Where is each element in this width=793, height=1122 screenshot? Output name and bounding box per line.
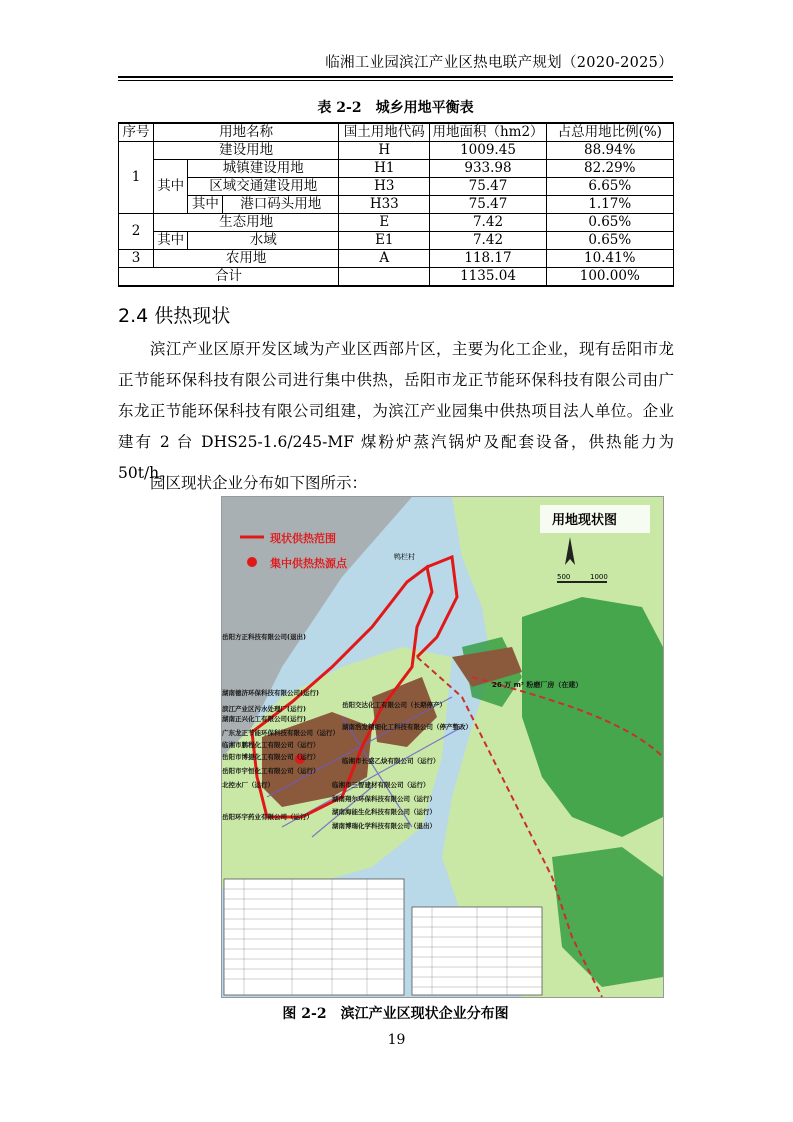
table-row — [119, 214, 674, 232]
project-label: 26 万 m³ 粉磨厂房（在建） — [492, 681, 583, 689]
company-label: 岳阳环宇药业有限公司（运行） — [222, 813, 313, 821]
map-place-label: 鸭栏村 — [394, 553, 415, 561]
company-label: 临湘市鹏程化工有限公司（运行） — [222, 741, 320, 749]
cell-code: E — [339, 214, 430, 232]
col-header-area: 用地面积（hm2） — [430, 123, 546, 142]
company-label: 滨江产业区污水处理厂(运行) — [222, 705, 306, 713]
land-use-map — [222, 497, 663, 997]
cell-code: H3 — [339, 178, 430, 196]
col-header-seq: 序号 — [119, 123, 154, 142]
cell-seq: 2 — [119, 214, 154, 250]
company-label: 湖南海能生化科技有限公司（运行） — [332, 808, 436, 816]
cell-area: 7.42 — [430, 214, 546, 232]
body-paragraph: 园区现状企业分布如下图所示： — [150, 474, 368, 492]
table-row — [119, 142, 674, 160]
cell-ratio: 0.65% — [546, 214, 673, 232]
land-use-map-figure — [221, 496, 664, 998]
cell-ratio: 6.65% — [546, 178, 673, 196]
company-label: 广东龙正节能环保科技有限公司（运行） — [222, 729, 339, 737]
legend-source-label: 集中供热热源点 — [270, 557, 347, 570]
section-title: 2.4 供热现状 — [118, 305, 231, 327]
table-caption: 表 2-2 城乡用地平衡表 — [317, 100, 474, 116]
table-row — [119, 160, 674, 178]
cell-sub-qizhong: 其中 — [188, 196, 223, 214]
scale-label: 500 — [557, 573, 571, 581]
cell-land-type: 农用地 — [154, 250, 339, 268]
map-inset-table-left — [224, 879, 404, 995]
map-title: 用地现状图 — [552, 513, 618, 528]
company-label: 临湘市长盛乙炔有限公司（运行） — [342, 757, 440, 765]
legend-source-swatch — [247, 557, 257, 567]
col-header-land-name: 用地名称 — [154, 123, 339, 142]
cell-code: H33 — [339, 196, 430, 214]
scale-label: 1000 — [590, 573, 608, 581]
header-rule — [118, 76, 673, 78]
cell-qizhong: 其中 — [154, 160, 188, 214]
cell-qizhong: 其中 — [154, 232, 188, 250]
cell-area: 1009.45 — [430, 142, 546, 160]
page-number: 19 — [387, 1032, 406, 1048]
cell-ratio: 82.29% — [546, 160, 673, 178]
table-row — [119, 178, 674, 196]
cell-ratio: 88.94% — [546, 142, 673, 160]
cell-total-label: 合计 — [119, 268, 339, 287]
cell-seq: 1 — [119, 142, 154, 214]
header-rule-thin — [118, 80, 673, 81]
cell-code: E1 — [339, 232, 430, 250]
cell-land-type: 建设用地 — [154, 142, 339, 160]
cell-land-type: 港口码头用地 — [223, 196, 339, 214]
company-label: 湖南翔尔环保科技有限公司（运行） — [332, 795, 436, 803]
company-label: 湖南浩发精细化工科技有限公司（停产整改） — [342, 723, 472, 731]
company-label: 岳阳市宇恒化工有限公司（运行） — [222, 767, 320, 775]
cell-area: 75.47 — [430, 178, 546, 196]
company-label: 岳阳交达化工有限公司（长期停产） — [342, 701, 446, 709]
table-row — [119, 250, 674, 268]
table-row — [119, 232, 674, 250]
body-paragraph: 滨江产业区原开发区域为产业区西部片区，主要为化工企业，现有岳阳市龙正节能环保科技有限公司进行集中供热，岳阳市龙正节能环保科技有限公司由广东龙正节能环保科技有限公司组建，为滨江产业园集中供热项目法人单位。企业建有 2 台 DHS25-1.6/245-MF 煤粉炉蒸汽锅炉及配套设备，供热能力为 50t/h。 — [118, 340, 674, 482]
cell-area: 75.47 — [430, 196, 546, 214]
company-label: 湖南博瑞化学科技有限公司（退出） — [332, 822, 436, 830]
legend-range-label: 现状供热范围 — [270, 532, 336, 545]
table-header-row — [119, 123, 674, 142]
table-row — [119, 196, 674, 214]
company-label: 湖南德济环保科技有限公司(运行) — [222, 689, 319, 697]
cell-code — [339, 268, 430, 287]
cell-ratio: 1.17% — [546, 196, 673, 214]
cell-area: 7.42 — [430, 232, 546, 250]
cell-area: 933.98 — [430, 160, 546, 178]
cell-land-type: 水域 — [188, 232, 339, 250]
cell-code: H1 — [339, 160, 430, 178]
land-balance-table — [118, 122, 674, 287]
company-label: 岳阳市博捷化工有限公司（运行） — [222, 753, 320, 761]
cell-land-type: 城镇建设用地 — [188, 160, 339, 178]
company-label: 北控水厂（运行） — [222, 781, 274, 789]
table-total-row — [119, 268, 674, 287]
cell-seq: 3 — [119, 250, 154, 268]
company-label: 临湘市三智建材有限公司（运行） — [332, 781, 430, 789]
cell-ratio: 100.00% — [546, 268, 673, 287]
cell-code: H — [339, 142, 430, 160]
figure-caption: 图 2-2 滨江产业区现状企业分布图 — [282, 1006, 509, 1022]
cell-area: 1135.04 — [430, 268, 546, 287]
company-label: 湖南正兴化工有限公司(运行) — [222, 715, 306, 723]
running-header: 临湘工业园滨江产业区热电联产规划（2020-2025） — [325, 55, 673, 71]
cell-code: A — [339, 250, 430, 268]
cell-ratio: 0.65% — [546, 232, 673, 250]
cell-ratio: 10.41% — [546, 250, 673, 268]
cell-land-type: 生态用地 — [154, 214, 339, 232]
company-label: 岳阳方正科技有限公司(退出) — [222, 633, 306, 641]
cell-land-type: 区域交通建设用地 — [188, 178, 339, 196]
cell-area: 118.17 — [430, 250, 546, 268]
col-header-ratio: 占总用地比例(%) — [546, 123, 673, 142]
col-header-code: 国土用地代码 — [339, 123, 430, 142]
